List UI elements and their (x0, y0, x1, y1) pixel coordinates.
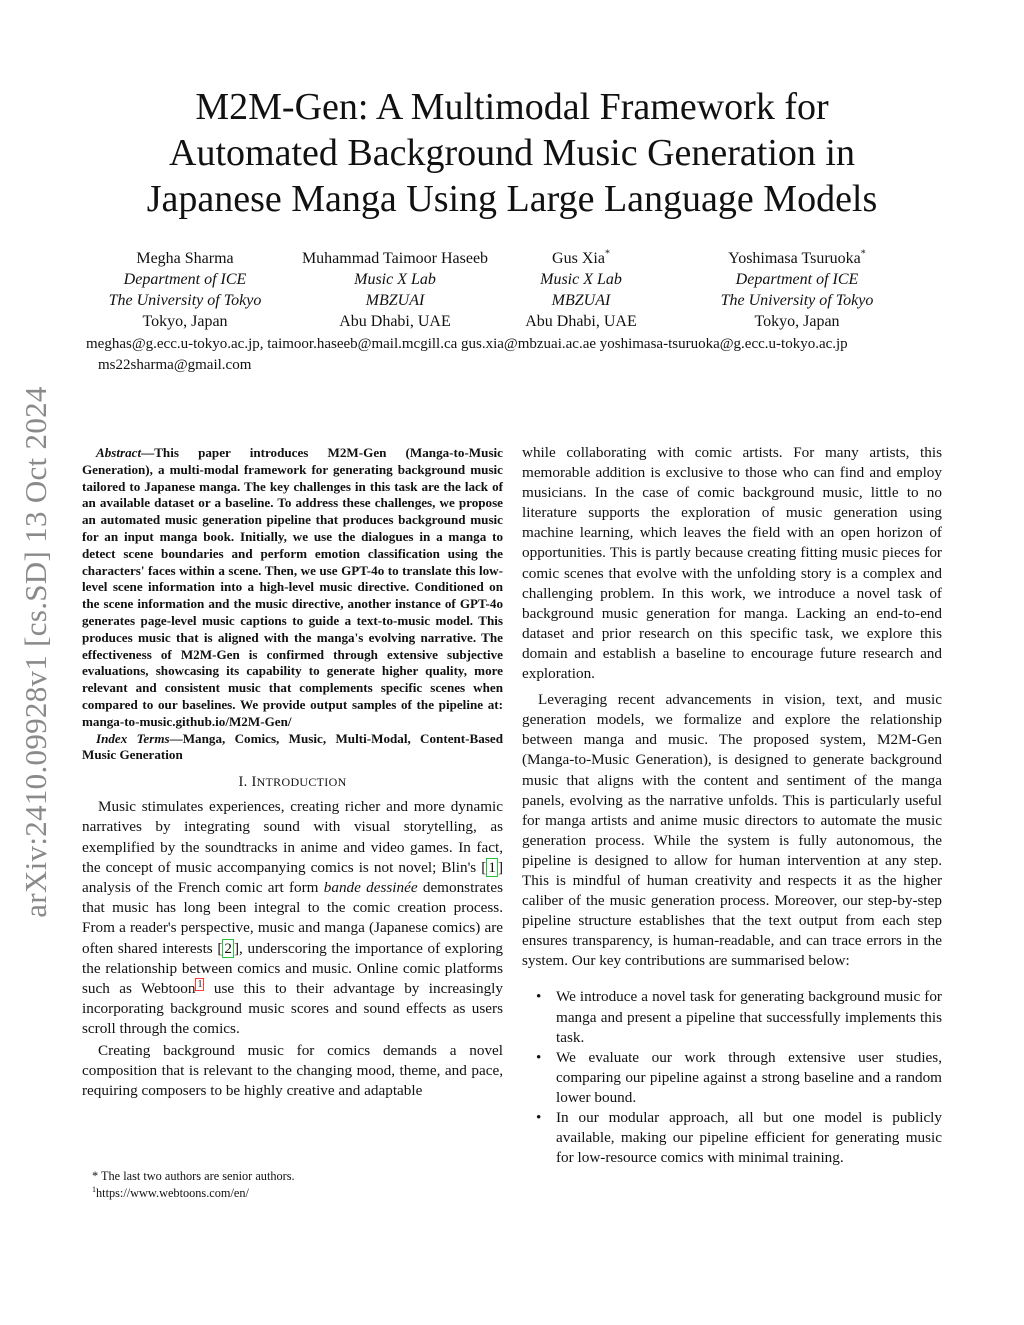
title-line: Japanese Manga Using Large Language Models (146, 178, 878, 220)
contributions-list (522, 987, 942, 1168)
arxiv-identifier: arXiv:2410.09928v1 [cs.SD] 13 Oct 2024 (18, 386, 53, 918)
author-location: Abu Dhabi, UAE (339, 313, 451, 330)
author-3: Gus Xia* Music X Lab MBZUAI Abu Dhabi, UAE (511, 248, 651, 332)
intro-paragraph-1: Music stimulates experiences, creating richer and more dynamic narratives by integrating sound with visual storytelling, as exemplified by the soundtracks in anime and video games. In fact, the concept of music accompanying comics is not novel; Blin's [ 1 ] analysis of the French comic art form bande dessinée demonstrates that music has long been integral to the comic creation process. From a reader's perspective, music and manga (Japanese comics) are often shared interests [ 2 ], underscoring the importance of exploring the relationship between comics and music. Online comic platforms such as Webtoon $^1$ use this to their advantage by increasingly incorporating background music scores and sound effects as users scroll through the comics. (82, 798, 504, 1038)
author-location: Tokyo, Japan (142, 313, 228, 330)
abstract-label: Abstract (96, 445, 142, 460)
author-org: MBZUAI (551, 292, 611, 309)
footnote-link[interactable]: 1 (197, 978, 203, 990)
author-dept: Department of ICE (123, 271, 247, 288)
author-location: Abu Dhabi, UAE (525, 313, 637, 330)
right-column (522, 443, 942, 1168)
author-org: The University of Tokyo (108, 292, 262, 309)
footnote-webtoon: $^1$https://www.webtoons.com/en/ (92, 1184, 249, 1200)
section-heading-introduction: I. INTRODUCTION (238, 774, 347, 791)
index-terms (82, 731, 503, 765)
author-1 (103, 248, 267, 332)
author-org: MBZUAI (365, 292, 425, 309)
contribution-item: • We evaluate our work through extensive user studies, comparing our pipeline against a strong baseline and a random lower bound. (522, 1048, 942, 1108)
author-location: Tokyo, Japan (754, 313, 840, 330)
footnotes (82, 1168, 503, 1202)
intro-paragraph-3: while collaborating with comic artists. For many artists, this memorable addition is exclusive to those who can find and employ musicians. In the case of comic background music, little to no literature supports the exploration of music generation using machine learning, which leaves the field with an open horizon of opportunities. This is partly because creating fitting music pieces for comic scenes that evolve with the unfolding story is a complex and challenging problem. In this work, we introduce a novel task of background music generation for manga. Lacking an end-to-end dataset and prior research on this specific task, we explore this domain and establish a baseline to encourage future research and exploration. (522, 444, 942, 683)
author-emails: meghas@g.ecc.u-tokyo.ac.jp, taimoor.haseeb@mail.mcgill.ca gus.xia@mbzuai.ac.ae yoshimasa-tsuruoka@g.ecc.u-tokyo.ac.jp (86, 336, 848, 352)
abstract-text: —This paper introduces M2M-Gen (Manga-to-Music Generation), a multi-modal framework for generating background music tailored to Japanese manga. The key challenges in this task are the lack of an available dataset or a baseline. To address these challenges, we propose an automated music generation pipeline that produces background music for an input manga book. Initially, we use the dialogues in a manga to detect scene boundaries and perform emotion classification using the characters' faces within a scene. Then, we use GPT-4o to translate this low-level scene information into a high-level music directive. Conditioned on the scene information and the music directive, another instance of GPT-4o generates page-level music captions to guide a text-to-music model. This produces music that is aligned with the manga's evolving narrative. The effectiveness of M2M-Gen is confirmed through extensive subjective evaluations, showcasing its capability to generate higher quality, more relevant and consistent music that complements specific scenes when compared to our baselines. We provide output samples of the pipeline at: manga-to-music.github.io/M2M-Gen/ (82, 445, 503, 729)
arxiv-stamp (18, 362, 54, 942)
author-4: Yoshimasa Tsuruoka* Department of ICE The University of Tokyo Tokyo, Japan (712, 248, 882, 332)
author-2 (287, 248, 503, 332)
footnote-senior-authors: * The last two authors are senior authors. (92, 1169, 295, 1183)
title-line: M2M-Gen: A Multimodal Framework for (195, 86, 829, 128)
citation-link[interactable]: 2 (224, 939, 232, 957)
contribution-item: • In our modular approach, all but one model is publicly available, making our pipeline efficient for generating music for low-resource comics with minimal training. (522, 1108, 942, 1168)
author-name: Megha Sharma (136, 250, 234, 267)
paper-title (80, 84, 944, 222)
author-dept: Music X Lab (540, 271, 622, 288)
intro-paragraph-4: Leveraging recent advancements in vision, text, and music generation models, we formalize and explore the relationship between manga and music. The proposed system, M2M-Gen (Manga-to-Music Generation), is designed to generate background music that aligns with the content and sentiment of the manga panels, evolving as the narrative unfolds. This is particularly useful for manga artists and anime music directors to automate the music generation process. While the system is fully autonomous, the pipeline is designed to allow for human intervention at any step. This is mindful of human creativity and respects it as the higher caliber of the music generation process. Moreover, our step-by-step pipeline structure establishes that the text output from each step ensures transparency, is human-readable, and can trace errors in the system. Our key contributions are summarised below: (522, 691, 942, 970)
index-terms-text: —Manga, Comics, Music, Multi-Modal, Content-Based Music Generation (82, 730, 503, 763)
author-org: The University of Tokyo (720, 292, 874, 309)
author-dept: Music X Lab (354, 271, 436, 288)
author-name: Gus Xia (552, 250, 605, 267)
author-email-secondary: ms22sharma@gmail.com (98, 357, 252, 373)
contribution-item: • We introduce a novel task for generating background music for manga and present a pipeline that successfully implements this task. (522, 987, 942, 1047)
left-column (82, 445, 503, 1101)
abstract (82, 445, 503, 731)
author-dept: Department of ICE (735, 271, 859, 288)
intro-paragraph-2: Creating background music for comics demands a novel composition that is relevant to the changing mood, theme, and pace, requiring composers to be highly creative and adaptable (82, 1041, 503, 1099)
index-terms-label: Index Terms (96, 730, 170, 746)
author-name: Muhammad Taimoor Haseeb (301, 250, 489, 267)
title-line: Automated Background Music Generation in (169, 132, 855, 174)
citation-link[interactable]: 1 (488, 858, 496, 876)
author-name: Yoshimasa Tsuruoka (728, 250, 861, 267)
